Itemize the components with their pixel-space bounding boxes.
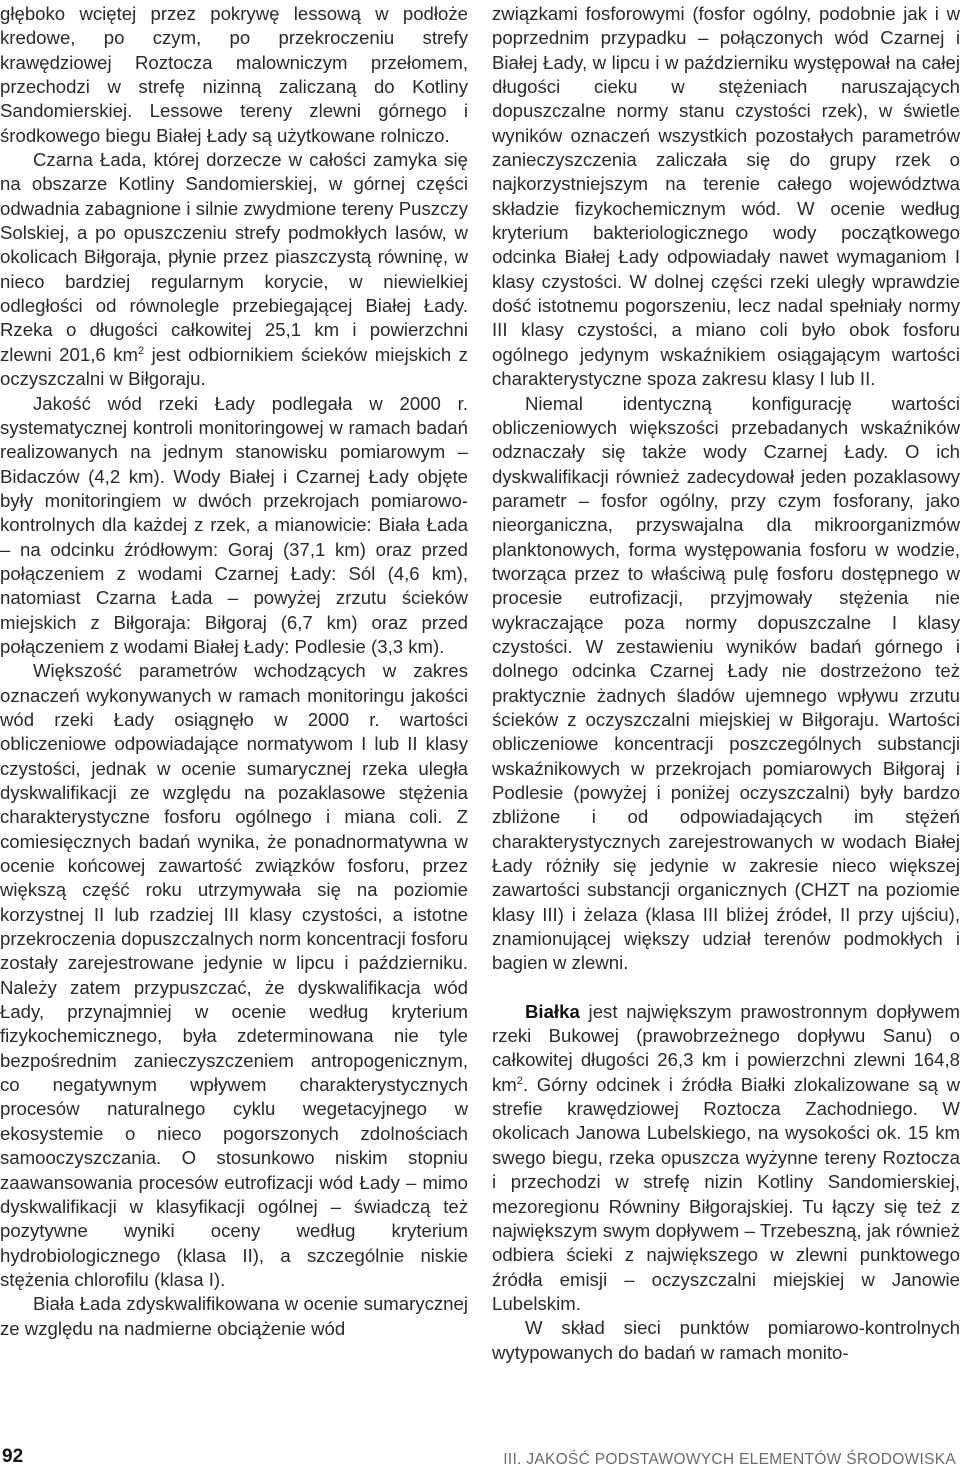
superscript-2: 2 — [138, 344, 145, 357]
right-paragraph-4: W skład sieci punktów pomiarowo-kontrolnych wytypowanych do badań w ramach monito- — [492, 1317, 960, 1363]
right-paragraph-2: Niemal identyczną konfigurację wartości obliczeniowych większości przebadanych wskaźników odznaczały się także wody Czarnej Łady. O ich dyskwalifikacji również zadecydował jeden pozaklasowy parametr – fosfor ogólny, przy czym fosforany, jako nieorganiczna, przyswajalna dla mikroorganizmów planktonowych, forma występowania fosforu w wodzie, tworząca przez to właściwą pulę fosforu dostępnego w procesie eutrofizacji, przyjmowały stężenia nie wykraczające poza normy dopuszczalne I klasy czystości. W zestawieniu wyników badań górnego i dolnego odcinka Czarnej Łady nie dostrzeżono też praktycznie żadnych śladów ujemnego wpływu zrzutu ścieków z oczyszczalni miejskiej w Biłgoraju. Wartości obliczeniowe koncentracji poszczególnych substancji wskaźnikowych w przekrojach pomiarowych Biłgoraj i Podlesie (powyżej i poniżej oczyszczalni) były bardzo zbliżone i od odpowiadających im stężeń charakterystycznych zarejestrowanych w wodach Białej Łady różniły się jedynie w zakresie nieco większej zawartości substancji organicznych (CHZT na poziomie klasy III) i żelaza (klasa III bliżej źródeł, II przy ujściu), znamionującej większy udział terenów podmokłych i bagien w zlewni. — [492, 392, 960, 974]
left-column — [0, 2, 468, 1341]
left-paragraph-2-text: Czarna Łada, której dorzecze w całości zamyka się na obszarze Kotliny Sandomierskiej, w górnej części odwadnia zabagnione i silnie zwydmione tereny Puszczy Solskiej, a po opuszczeniu strefy podmokłych lasów, w okolicach Biłgoraja, płynie przez piaszczystą równinę, w nieco bardziej regularnym korycie, w niewielkiej odległości od równolegle przebiegającej Białej Łady. Rzeka o długości całkowitej 25,1 km i powierzchni zlewni 201,6 km — [0, 149, 468, 365]
left-paragraph-2-text-end: jest odbiornikiem ścieków miejskich z oczyszczalni w Biłgoraju. — [0, 343, 468, 390]
river-name-bialka: Białka — [525, 1000, 580, 1022]
superscript-2: 2 — [516, 1074, 523, 1087]
left-paragraph-3: Jakość wód rzeki Łady podlegała w 2000 r. systematycznej kontroli monitoringowej w ramach badań realizowanych na jednym stanowisku pomiarowym – Bidaczów (4,2 km). Wody Białej i Czarnej Łady objęte były monitoringiem w dwóch przekrojach pomiarowo-kontrolnych dla każdej z rzek, a mianowicie: Biała Łada – na odcinku źródłowym: Goraj (37,1 km) oraz przed połączeniem z wodami Czarnej Łady: Sól (4,6 km), natomiast Czarna Łada – powyżej zrzutu ścieków miejskich z Biłgoraja: Biłgoraj (6,7 km) oraz przed połączeniem z wodami Białej Łady: Podlesie (3,3 km). — [0, 392, 468, 657]
page-number: 92 — [2, 1446, 24, 1467]
right-paragraph-1: związkami fosforowymi (fosfor ogólny, podobnie jak i w poprzednim przypadku – połączonych wód Czarnej i Białej Łady, w lipcu i w październiku występował na całej długości cieku w stężeniach naruszających dopuszczalne normy stanu czystości rzek), w świetle wyników oznaczeń wszystkich pozostałych parametrów zanieczyszczenia zaliczała się do grupy rzek o najkorzystniejszym na terenie całego województwa składzie fizykochemicznym wód. W ocenie według kryterium bakteriologicznego wody początkowego odcinka Białej Łady odpowiadały nawet wymaganiom I klasy czystości. W dolnej części rzeki uległy wprawdzie dość istotnemu pogorszeniu, lecz nadal spełniały normy III klasy czystości, a miano coli było obok fosforu ogólnego jedynym wskaźnikiem osiągającym wartości charakterystyczne spoza zakresu klasy I lub II. — [492, 3, 960, 390]
left-paragraph-1: głęboko wciętej przez pokrywę lessową w podłoże kredowe, po czym, po przekroczeniu strefy krawędziowej Roztocza malowniczym przełomem, przechodzi w strefę nizinną zaliczaną do Kotliny Sandomierskiej. Lessowe tereny zlewni górnego i środkowego biegu Białej Łady są użytkowane rolniczo. — [0, 3, 468, 146]
left-paragraph-4: Większość parametrów wchodzących w zakres oznaczeń wykonywanych w ramach monitoringu jakości wód rzeki Łady osiągnęło w 2000 r. wartości obliczeniowe odpowiadające normatywom I lub II klasy czystości, jednak w ocenie sumarycznej rzeka uległa dyskwalifikacji ze względu na pozaklasowe stężenia charakterystyczne fosforu ogólnego i miana coli. Z comiesięcznych badań wynika, że ponadnormatywna w ocenie końcowej zawartość związków fosforu, przez większą część roku utrzymywała się na poziomie korzystnej II lub rzadziej III klasy czystości, a istotne przekroczenia dopuszczalnych norm koncentracji fosforu zostały zarejestrowane jedynie w lipcu i październiku. Należy zatem przypuszczać, że dyskwalifikacja wód Łady, przynajmniej w ocenie według kryterium fizykochemicznego, była zdeterminowana nie tyle bezpośrednim zanieczyszczeniem antropogenicznym, co negatywnym wpływem charakterystycznych procesów naturalnego cyklu wegetacyjnego w ekosystemie o nieco pogorszonych zdolnościach samooczyszczania. O stosunkowo niskim stopniu zaawansowania procesów eutrofizacji wód Łady – mimo dyskwalifikacji w klasyfikacji ogólnej – świadczą też pozytywne wyniki oceny według kryterium hydrobiologicznego (klasa II), a szczególnie niskie stężenia chlorofilu (klasa I). — [0, 660, 468, 1290]
right-column — [492, 2, 960, 1365]
left-paragraph-5: Biała Łada zdyskwalifikowana w ocenie sumarycznej ze względu na nadmierne obciążenie wód — [0, 1293, 468, 1339]
right-paragraph-3-text-end: . Górny odcinek i źródła Białki zlokalizowane są w strefie krawędziowej Roztocza Zachodniego. W okolicach Janowa Lubelskiego, na wysokości ok. 15 km swego biegu, rzeka opuszcza wyżynne tereny Roztocza i przechodzi w strefę nizin Kotliny Sandomierskiej, mezoregionu Równiny Biłgorajskiej. Tu łączy się też z największym swym dopływem – Trzebeszną, jak również odbiera ścieki z największego w zlewni punktowego źródła emisji – oczyszczalni miejskiej w Janowie Lubelskim. — [492, 1073, 960, 1314]
left-paragraph-2 — [0, 148, 468, 391]
section-title: III. JAKOŚĆ PODSTAWOWYCH ELEMENTÓW ŚRODOWISKA — [503, 1451, 956, 1468]
right-paragraph-3-text: jest największym prawostronnym dopływem rzeki Bukowej (prawobrzeżnego dopływu Sanu) o całkowitej długości 26,3 km i powierzchni zlewni 164,8 km — [492, 1000, 960, 1095]
right-paragraph-3 — [492, 1000, 960, 1316]
